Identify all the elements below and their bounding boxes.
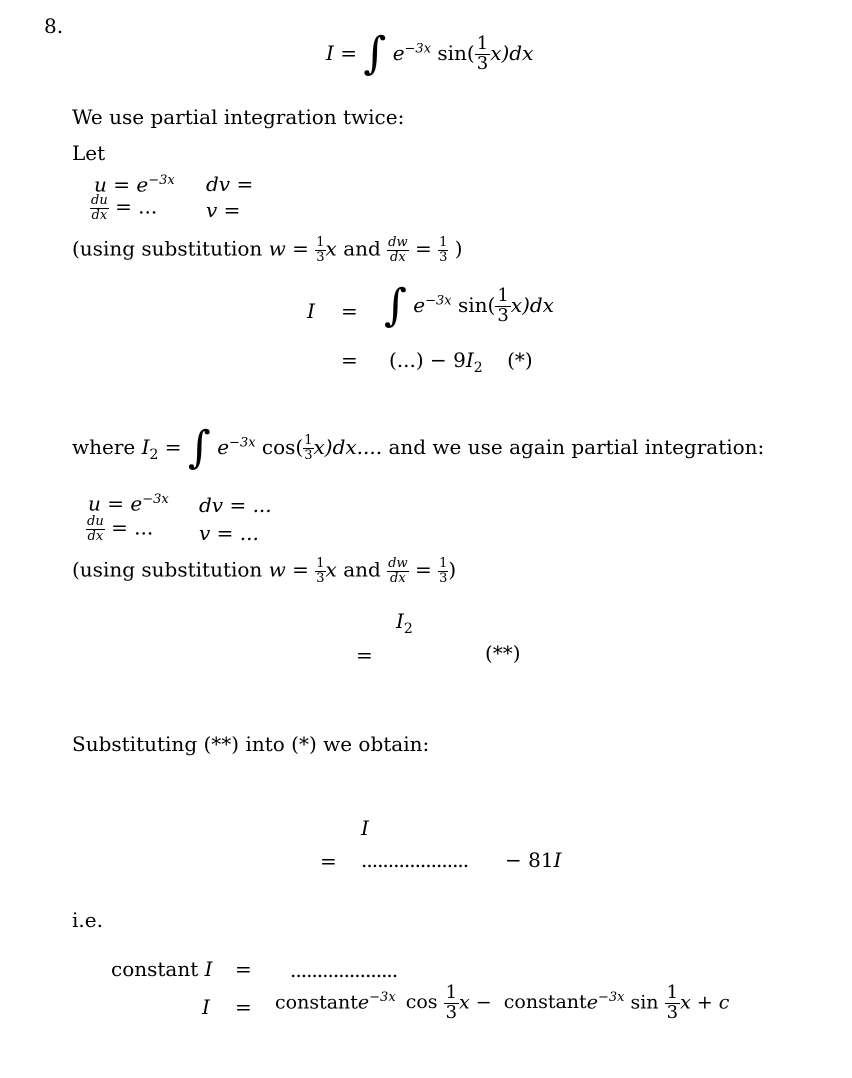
align2-I2: $I_2$ <box>396 609 413 637</box>
align1-line2: (...) − $9I_2$ (*) <box>389 348 533 376</box>
align1-equals-1: = <box>341 299 358 323</box>
fraction: $\frac{1}{3}$ <box>666 982 679 1023</box>
main-integral <box>326 28 534 79</box>
fraction: $\frac{1}{3}$ <box>304 433 313 463</box>
fraction: $\frac{1}{3}$ <box>476 33 489 74</box>
align1-equals-2: = <box>341 348 358 372</box>
dw-dx-fraction: $\frac{dw}{dx}$ <box>388 556 408 586</box>
final-row2-rhs: constante$^{-3x}$ cos $\frac{1}{3}$ x − constante$^{-3x}$ sin $\frac{1}{3}$ x + c <box>275 982 730 1023</box>
align3-equals: = <box>320 849 337 873</box>
one-third-fraction: $\frac{1}{3}$ <box>439 235 448 265</box>
problem-number: 8. <box>44 14 64 38</box>
w-fraction: $\frac{1}{3}$ <box>316 235 325 265</box>
fraction: $\frac{1}{3}$ <box>497 285 509 326</box>
integral-lhs: I <box>326 41 334 65</box>
substitution-note-2: (using substitution w = $\frac{1}{3}$ x and $\frac{dw}{dx}$ = $\frac{1}{3}$ ) <box>72 556 457 586</box>
dv-definition-2: dv = ... <box>199 493 272 517</box>
exp-base: e <box>392 41 405 65</box>
integral-sign: ∫ <box>384 280 407 331</box>
ie-text: i.e. <box>72 908 103 932</box>
dw-dx-fraction: $\frac{dw}{dx}$ <box>388 235 408 265</box>
w-fraction: $\frac{1}{3}$ <box>316 556 325 586</box>
align3-I: I <box>361 816 369 840</box>
fraction: $\frac{1}{3}$ <box>445 982 458 1023</box>
align1-lhs: I <box>307 299 315 323</box>
let-text: Let <box>72 141 106 165</box>
equals-sign: = <box>340 41 358 65</box>
du-dx-fraction: $\frac{du}{dx}$ <box>91 193 108 223</box>
where-line: where $I_2$ = ∫ $e^{-3x}$ cos( $\frac{1}{3}$ x)dx.... and we use again partial integration: <box>72 422 765 473</box>
v-definition-2: v = ... <box>199 521 259 545</box>
u-definition-2: $u = e^{-3x}$ <box>88 491 169 516</box>
du-dx-fraction: $\frac{du}{dx}$ <box>87 514 104 544</box>
align2-equals: = <box>356 643 373 667</box>
dv-definition: dv = <box>206 172 254 196</box>
sin-function: sin( <box>437 41 475 65</box>
double-star-label: (**) <box>485 641 521 665</box>
substitution-note-1: (using substitution w = $\frac{1}{3}$ x and $\frac{dw}{dx}$ = $\frac{1}{3}$ ) <box>72 235 463 265</box>
exponent: −3x <box>404 41 432 57</box>
final-row1-lhs: constant I <box>111 957 213 981</box>
final-row1-equals: = <box>235 957 252 981</box>
integral-sign: ∫ <box>187 422 211 473</box>
final-row1-dots: .................... <box>290 958 398 982</box>
du-dx-definition: $\frac{du}{dx}$ = ... <box>91 193 158 223</box>
star-label: (*) <box>507 348 533 372</box>
v-definition: v = <box>206 198 241 222</box>
align1-integral: ∫ $e^{-3x}$ sin( $\frac{1}{3}$ x)dx <box>384 280 554 331</box>
final-row2-lhs: I <box>202 995 210 1019</box>
substituting-text: Substituting (**) into (*) we obtain: <box>72 732 430 756</box>
align3-rhs: − 81I <box>505 848 562 872</box>
du-dx-definition-2: $\frac{du}{dx}$ = ... <box>87 514 154 544</box>
one-third-fraction: $\frac{1}{3}$ <box>439 556 448 586</box>
integrand-tail: x)dx <box>490 41 534 65</box>
integral-sign: ∫ <box>363 28 387 79</box>
final-row2-equals: = <box>235 995 252 1019</box>
intro-text: We use partial integration twice: <box>72 105 405 129</box>
align3-dots: .................... <box>361 848 469 872</box>
u-definition: $u = e^{-3x}$ <box>94 172 175 197</box>
